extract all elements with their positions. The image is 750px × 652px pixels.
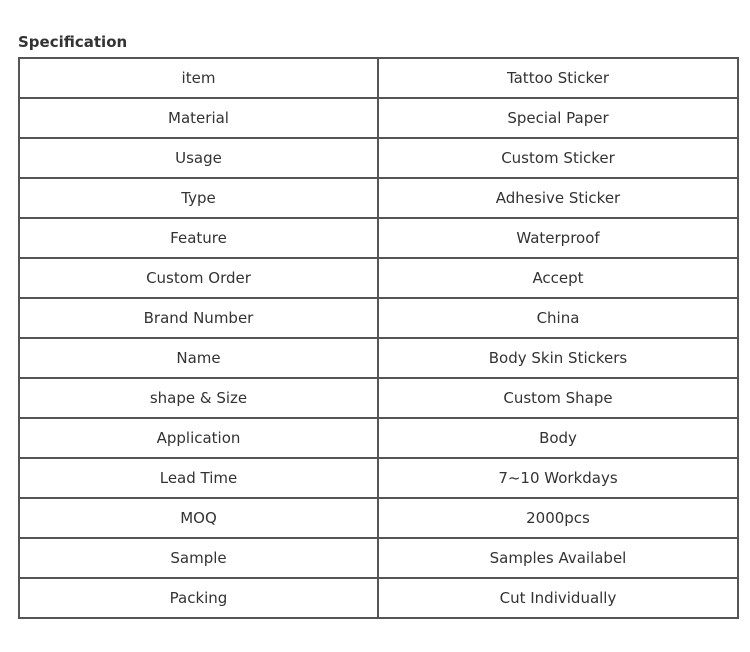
table-row xyxy=(19,258,738,298)
spec-label: Material xyxy=(19,98,378,138)
spec-label: Sample xyxy=(19,538,378,578)
table-row xyxy=(19,538,738,578)
spec-value: Custom Shape xyxy=(378,378,738,418)
spec-label: Usage xyxy=(19,138,378,178)
table-row xyxy=(19,418,738,458)
spec-label: Brand Number xyxy=(19,298,378,338)
spec-value: China xyxy=(378,298,738,338)
table-row xyxy=(19,458,738,498)
table-row xyxy=(19,218,738,258)
spec-label: Feature xyxy=(19,218,378,258)
specification-heading: Specification xyxy=(18,33,128,51)
specification-table xyxy=(18,57,739,619)
spec-label: Name xyxy=(19,338,378,378)
spec-value: Waterproof xyxy=(378,218,738,258)
spec-label: Custom Order xyxy=(19,258,378,298)
spec-label: Lead Time xyxy=(19,458,378,498)
spec-label: item xyxy=(19,58,378,98)
spec-value: Accept xyxy=(378,258,738,298)
table-row xyxy=(19,98,738,138)
spec-value: Body xyxy=(378,418,738,458)
spec-value: Adhesive Sticker xyxy=(378,178,738,218)
table-row xyxy=(19,498,738,538)
spec-value: Special Paper xyxy=(378,98,738,138)
table-row xyxy=(19,338,738,378)
specification-table-body xyxy=(19,58,738,618)
table-row xyxy=(19,138,738,178)
spec-value: Tattoo Sticker xyxy=(378,58,738,98)
spec-label: Application xyxy=(19,418,378,458)
spec-label: Type xyxy=(19,178,378,218)
table-row xyxy=(19,298,738,338)
spec-label: MOQ xyxy=(19,498,378,538)
spec-value: Body Skin Stickers xyxy=(378,338,738,378)
spec-value: Cut Individually xyxy=(378,578,738,618)
spec-label: Packing xyxy=(19,578,378,618)
spec-label: shape & Size xyxy=(19,378,378,418)
table-row xyxy=(19,178,738,218)
table-row xyxy=(19,378,738,418)
table-row xyxy=(19,58,738,98)
table-row xyxy=(19,578,738,618)
spec-value: 7~10 Workdays xyxy=(378,458,738,498)
spec-value: 2000pcs xyxy=(378,498,738,538)
spec-value: Samples Availabel xyxy=(378,538,738,578)
spec-value: Custom Sticker xyxy=(378,138,738,178)
